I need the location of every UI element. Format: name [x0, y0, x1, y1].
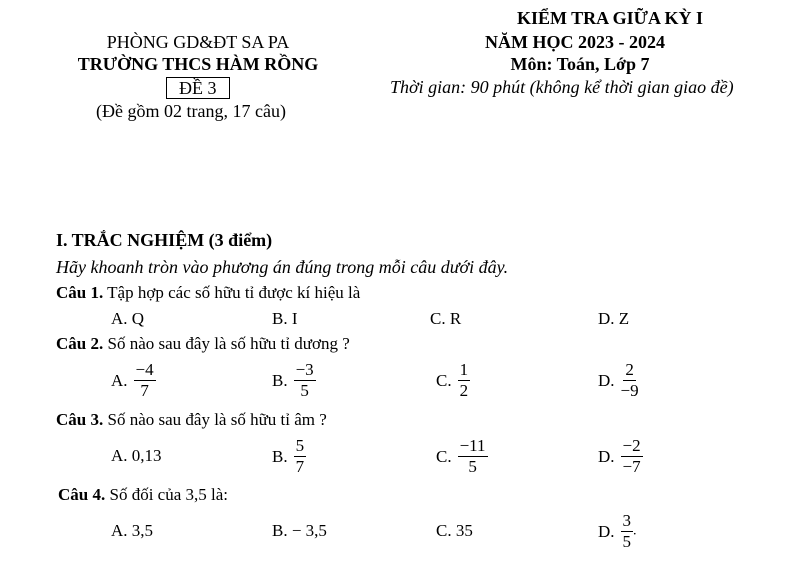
fraction [621, 512, 634, 551]
option-suffix: . [633, 523, 637, 539]
section-title: I. TRẮC NGHIỆM (3 điểm) [56, 230, 273, 250]
section-instruction: Hãy khoanh tròn vào phương án đúng trong mỗi câu dưới đây. [56, 257, 509, 277]
numerator: 5 [295, 436, 305, 455]
denominator: 5 [622, 532, 632, 551]
numerator: 2 [625, 360, 634, 379]
question-text: Số đối của 3,5 là: [105, 485, 228, 504]
question-2 [56, 334, 350, 354]
question-label: Câu 2. [56, 334, 104, 353]
denominator: −9 [620, 381, 639, 400]
question-label: Câu 1. [56, 283, 104, 302]
numerator: −11 [459, 436, 486, 455]
option-label: D. [598, 521, 615, 541]
denominator: 7 [140, 381, 149, 400]
option-label: D. [598, 370, 615, 390]
option-label: C. [436, 446, 452, 466]
denominator: 5 [300, 381, 309, 400]
pages-note: (Đề gồm 02 trang, 17 câu) [96, 101, 286, 121]
q3-option-c[interactable] [436, 437, 488, 476]
denominator: 7 [295, 457, 305, 476]
q1-option-c[interactable]: C. R [430, 309, 462, 328]
exam-code: ĐỀ 3 [166, 77, 230, 99]
numerator: −2 [622, 436, 641, 455]
fraction [621, 437, 643, 476]
numerator: 1 [459, 360, 469, 379]
school-year: NĂM HỌC 2023 - 2024 [485, 32, 665, 52]
question-4 [58, 485, 228, 505]
school-name: TRƯỜNG THCS HÀM RỒNG [77, 54, 319, 74]
question-label: Câu 3. [56, 410, 104, 429]
numerator: −3 [295, 360, 314, 379]
q3-option-d[interactable] [598, 437, 643, 476]
q3-option-b[interactable] [272, 437, 306, 476]
q1-option-a[interactable]: A. Q [111, 309, 145, 328]
numerator: −4 [135, 360, 154, 379]
exam-time: Thời gian: 90 phút (không kể thời gian giao đề) [390, 77, 734, 97]
question-label: Câu 4. [58, 485, 106, 504]
q4-option-b[interactable]: B. − 3,5 [272, 521, 327, 540]
question-1 [56, 283, 360, 303]
q2-option-b[interactable] [272, 361, 316, 400]
option-label: D. [598, 446, 615, 466]
fraction [458, 437, 488, 476]
q4-option-d[interactable] [598, 512, 637, 551]
option-label: A. [111, 370, 128, 390]
department-name: PHÒNG GD&ĐT SA PA [106, 32, 290, 52]
subject-line: Môn: Toán, Lớp 7 [510, 54, 650, 74]
question-text: Số nào sau đây là số hữu tỉ dương ? [103, 334, 350, 353]
q2-option-a[interactable] [111, 361, 156, 400]
numerator: 3 [622, 511, 632, 530]
q1-option-d[interactable]: D. Z [598, 309, 630, 328]
denominator: 2 [459, 381, 469, 400]
option-label: B. [272, 446, 288, 466]
q1-option-b[interactable]: B. I [272, 309, 298, 328]
question-text: Tập hợp các số hữu tỉ được kí hiệu là [103, 283, 361, 302]
fraction [294, 437, 307, 476]
fraction [134, 361, 156, 400]
question-3 [56, 410, 327, 430]
question-text: Số nào sau đây là số hữu tỉ âm ? [103, 410, 327, 429]
fraction [294, 361, 316, 400]
fraction [621, 361, 639, 400]
q2-option-c[interactable] [436, 361, 470, 400]
q2-option-d[interactable] [598, 361, 639, 400]
q3-option-a[interactable]: A. 0,13 [111, 446, 162, 465]
option-label: C. [436, 370, 452, 390]
fraction [458, 361, 471, 400]
exam-title: KIỂM TRA GIỮA KỲ I [516, 8, 704, 28]
q4-option-c[interactable]: C. 35 [436, 521, 473, 540]
option-label: B. [272, 370, 288, 390]
q4-option-a[interactable]: A. 3,5 [111, 521, 154, 540]
denominator: 5 [468, 457, 477, 476]
denominator: −7 [622, 457, 641, 476]
